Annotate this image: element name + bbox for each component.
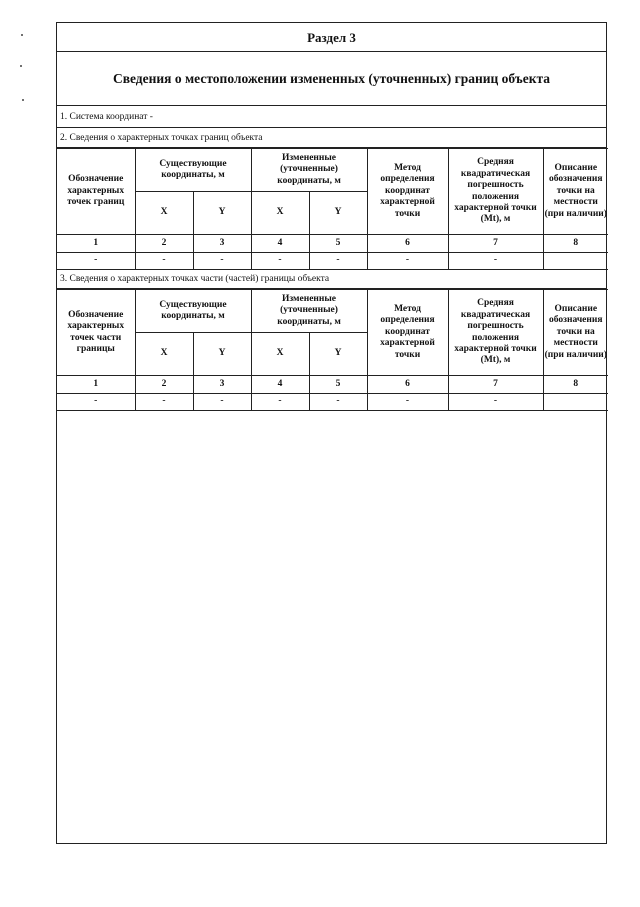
main-title: Сведения о местоположении измененных (уточненных) границ объекта xyxy=(57,52,606,106)
header-y: Y xyxy=(193,192,251,235)
table-cell: - xyxy=(367,394,448,411)
table-cell: - xyxy=(448,253,543,270)
coord-system: 1. Система координат - xyxy=(57,106,606,128)
header-y: Y xyxy=(309,333,367,376)
column-number: 4 xyxy=(251,376,309,394)
table-cell: - xyxy=(193,253,251,270)
header-y: Y xyxy=(193,333,251,376)
column-number: 5 xyxy=(309,376,367,394)
table-cell: - xyxy=(57,394,135,411)
table-cell: - xyxy=(193,394,251,411)
table-row xyxy=(57,394,608,411)
header-accuracy: Средняя квадратическая погрешность положения характерной точки (Mt), м xyxy=(448,290,543,376)
header-x: X xyxy=(135,333,193,376)
table-cell: - xyxy=(251,253,309,270)
table1 xyxy=(57,148,608,270)
header-x: X xyxy=(251,333,309,376)
header-designation: Обозначение характерных точек границ xyxy=(57,149,135,235)
table2 xyxy=(57,289,608,411)
scan-speck xyxy=(22,99,24,101)
column-number: 3 xyxy=(193,376,251,394)
scan-speck xyxy=(20,65,22,67)
table-cell: - xyxy=(135,394,193,411)
header-changed-coords: Измененные (уточненные) координаты, м xyxy=(251,290,367,333)
column-number: 6 xyxy=(367,376,448,394)
document-frame xyxy=(56,22,607,844)
column-number: 8 xyxy=(543,376,608,394)
header-designation: Обозначение характерных точек части границы xyxy=(57,290,135,376)
header-existing-coords: Существующие координаты, м xyxy=(135,290,251,333)
table-cell xyxy=(543,253,608,270)
column-number: 2 xyxy=(135,376,193,394)
section-title: Раздел 3 xyxy=(57,23,606,52)
table-cell: - xyxy=(135,253,193,270)
table-cell: - xyxy=(251,394,309,411)
table-row xyxy=(57,235,608,253)
table-cell: - xyxy=(367,253,448,270)
table-cell xyxy=(543,394,608,411)
table-cell: - xyxy=(57,253,135,270)
table-cell: - xyxy=(309,253,367,270)
column-number: 1 xyxy=(57,376,135,394)
scan-speck xyxy=(21,34,23,36)
header-description: Описание обозначения точки на местности (при наличии) xyxy=(543,149,608,235)
header-method: Метод определения координат характерной точки xyxy=(367,149,448,235)
column-number: 7 xyxy=(448,376,543,394)
table-row xyxy=(57,376,608,394)
table-cell: - xyxy=(448,394,543,411)
table2-caption: 3. Сведения о характерных точках части (частей) границы объекта xyxy=(57,269,606,289)
column-number: 6 xyxy=(367,235,448,253)
column-number: 1 xyxy=(57,235,135,253)
header-y: Y xyxy=(309,192,367,235)
column-number: 3 xyxy=(193,235,251,253)
header-changed-coords: Измененные (уточненные) координаты, м xyxy=(251,149,367,192)
header-existing-coords: Существующие координаты, м xyxy=(135,149,251,192)
column-number: 5 xyxy=(309,235,367,253)
table1-caption: 2. Сведения о характерных точках границ объекта xyxy=(57,128,606,148)
header-x: X xyxy=(135,192,193,235)
header-description: Описание обозначения точки на местности (при наличии) xyxy=(543,290,608,376)
column-number: 7 xyxy=(448,235,543,253)
table-row xyxy=(57,253,608,270)
column-number: 2 xyxy=(135,235,193,253)
column-number: 4 xyxy=(251,235,309,253)
table-cell: - xyxy=(309,394,367,411)
header-x: X xyxy=(251,192,309,235)
header-method: Метод определения координат характерной точки xyxy=(367,290,448,376)
column-number: 8 xyxy=(543,235,608,253)
header-accuracy: Средняя квадратическая погрешность положения характерной точки (Mt), м xyxy=(448,149,543,235)
